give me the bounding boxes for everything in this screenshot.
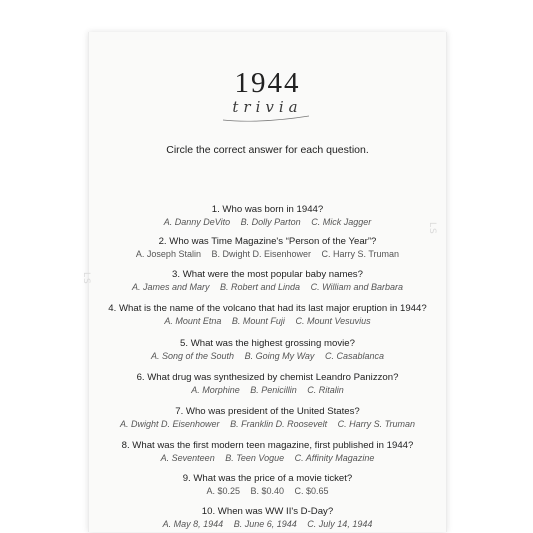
question-text: 5. What was the highest grossing movie? [180,338,355,349]
answer-option[interactable]: B. Robert and Linda [220,282,301,292]
answer-option[interactable]: B. June 6, 1944 [233,519,297,529]
answer-option[interactable]: A. May 8, 1944 [162,519,224,529]
answer-option[interactable]: B. Teen Vogue [225,453,285,463]
answer-options [89,216,446,229]
question-item [89,236,446,261]
question-item [89,269,446,294]
page-subtitle-trivia: trivia [232,98,303,116]
answer-option[interactable]: C. Casablanca [324,351,384,361]
answer-options [89,281,446,294]
answer-option[interactable]: C. Harry S. Truman [321,249,400,259]
question-item [89,406,446,431]
answer-option[interactable]: C. William and Barbara [310,282,404,292]
question-item [89,303,446,328]
answer-options [89,418,446,431]
answer-option[interactable]: B. $0.40 [250,486,285,496]
answer-option[interactable]: C. $0.65 [294,486,329,496]
answer-option[interactable]: A. James and Mary [131,282,210,292]
question-text: 2. Who was Time Magazine's “Person of the Year”? [158,236,377,247]
answer-option[interactable]: C. Ritalin [307,385,344,395]
answer-option[interactable]: A. Danny DeVito [163,217,231,227]
script-flourish [221,110,311,124]
answer-options [89,452,446,465]
edge-watermark-left: LS [81,272,91,285]
answer-option[interactable]: B. Dolly Parton [240,217,301,227]
edge-watermark-right: LS [427,222,438,235]
answer-option[interactable]: B. Franklin D. Roosevelt [230,419,328,429]
answer-option[interactable]: C. July 14, 1944 [307,519,373,529]
answer-option[interactable]: A. Joseph Stalin [135,249,201,259]
answer-option[interactable]: A. Dwight D. Eisenhower [120,419,220,429]
answer-option[interactable]: A. Morphine [191,385,240,395]
answer-option[interactable]: B. Penicillin [250,385,297,395]
question-text: 4. What is the name of the volcano that had its last major eruption in 1944? [108,303,427,314]
answer-option[interactable]: A. Song of the South [151,351,235,361]
question-text: 10. When was WW II's D-Day? [201,506,334,517]
answer-options [89,518,446,531]
trivia-card [81,32,447,532]
question-text: 9. What was the price of a movie ticket? [182,473,353,484]
question-text: 8. What was the first modern teen magazine, first published in 1944? [121,440,414,451]
answer-option[interactable]: C. Mick Jagger [311,217,372,227]
question-item [89,372,446,397]
question-item [89,440,446,465]
answer-options [89,350,446,363]
answer-option[interactable]: B. Dwight D. Eisenhower [211,249,312,259]
answer-option[interactable]: C. Mount Vesuvius [295,316,371,326]
question-text: 6. What drug was synthesized by chemist Leandro Panizzon? [136,372,399,383]
answer-options [89,248,446,261]
answer-option[interactable]: A. Mount Etna [164,316,222,326]
question-text: 3. What were the most popular baby names? [172,269,363,280]
answer-options [89,485,446,498]
question-item [89,338,446,363]
question-item [89,204,446,229]
question-text: 1. Who was born in 1944? [211,204,324,215]
answer-option[interactable]: A. $0.25 [206,486,240,496]
answer-option[interactable]: B. Mount Fuji [231,316,285,326]
question-item [89,506,446,531]
answer-options [89,315,446,328]
answer-option[interactable]: B. Going My Way [244,351,315,361]
answer-option[interactable]: C. Harry S. Truman [337,419,415,429]
answer-option[interactable]: A. Seventeen [160,453,215,463]
question-text: 7. Who was president of the United States? [175,406,360,417]
answer-option[interactable]: C. Affinity Magazine [294,453,375,463]
instructions-text: Circle the correct answer for each question. [166,144,369,156]
page-title-year: 1944 [234,67,301,99]
question-item [89,473,446,498]
answer-options [89,384,446,397]
